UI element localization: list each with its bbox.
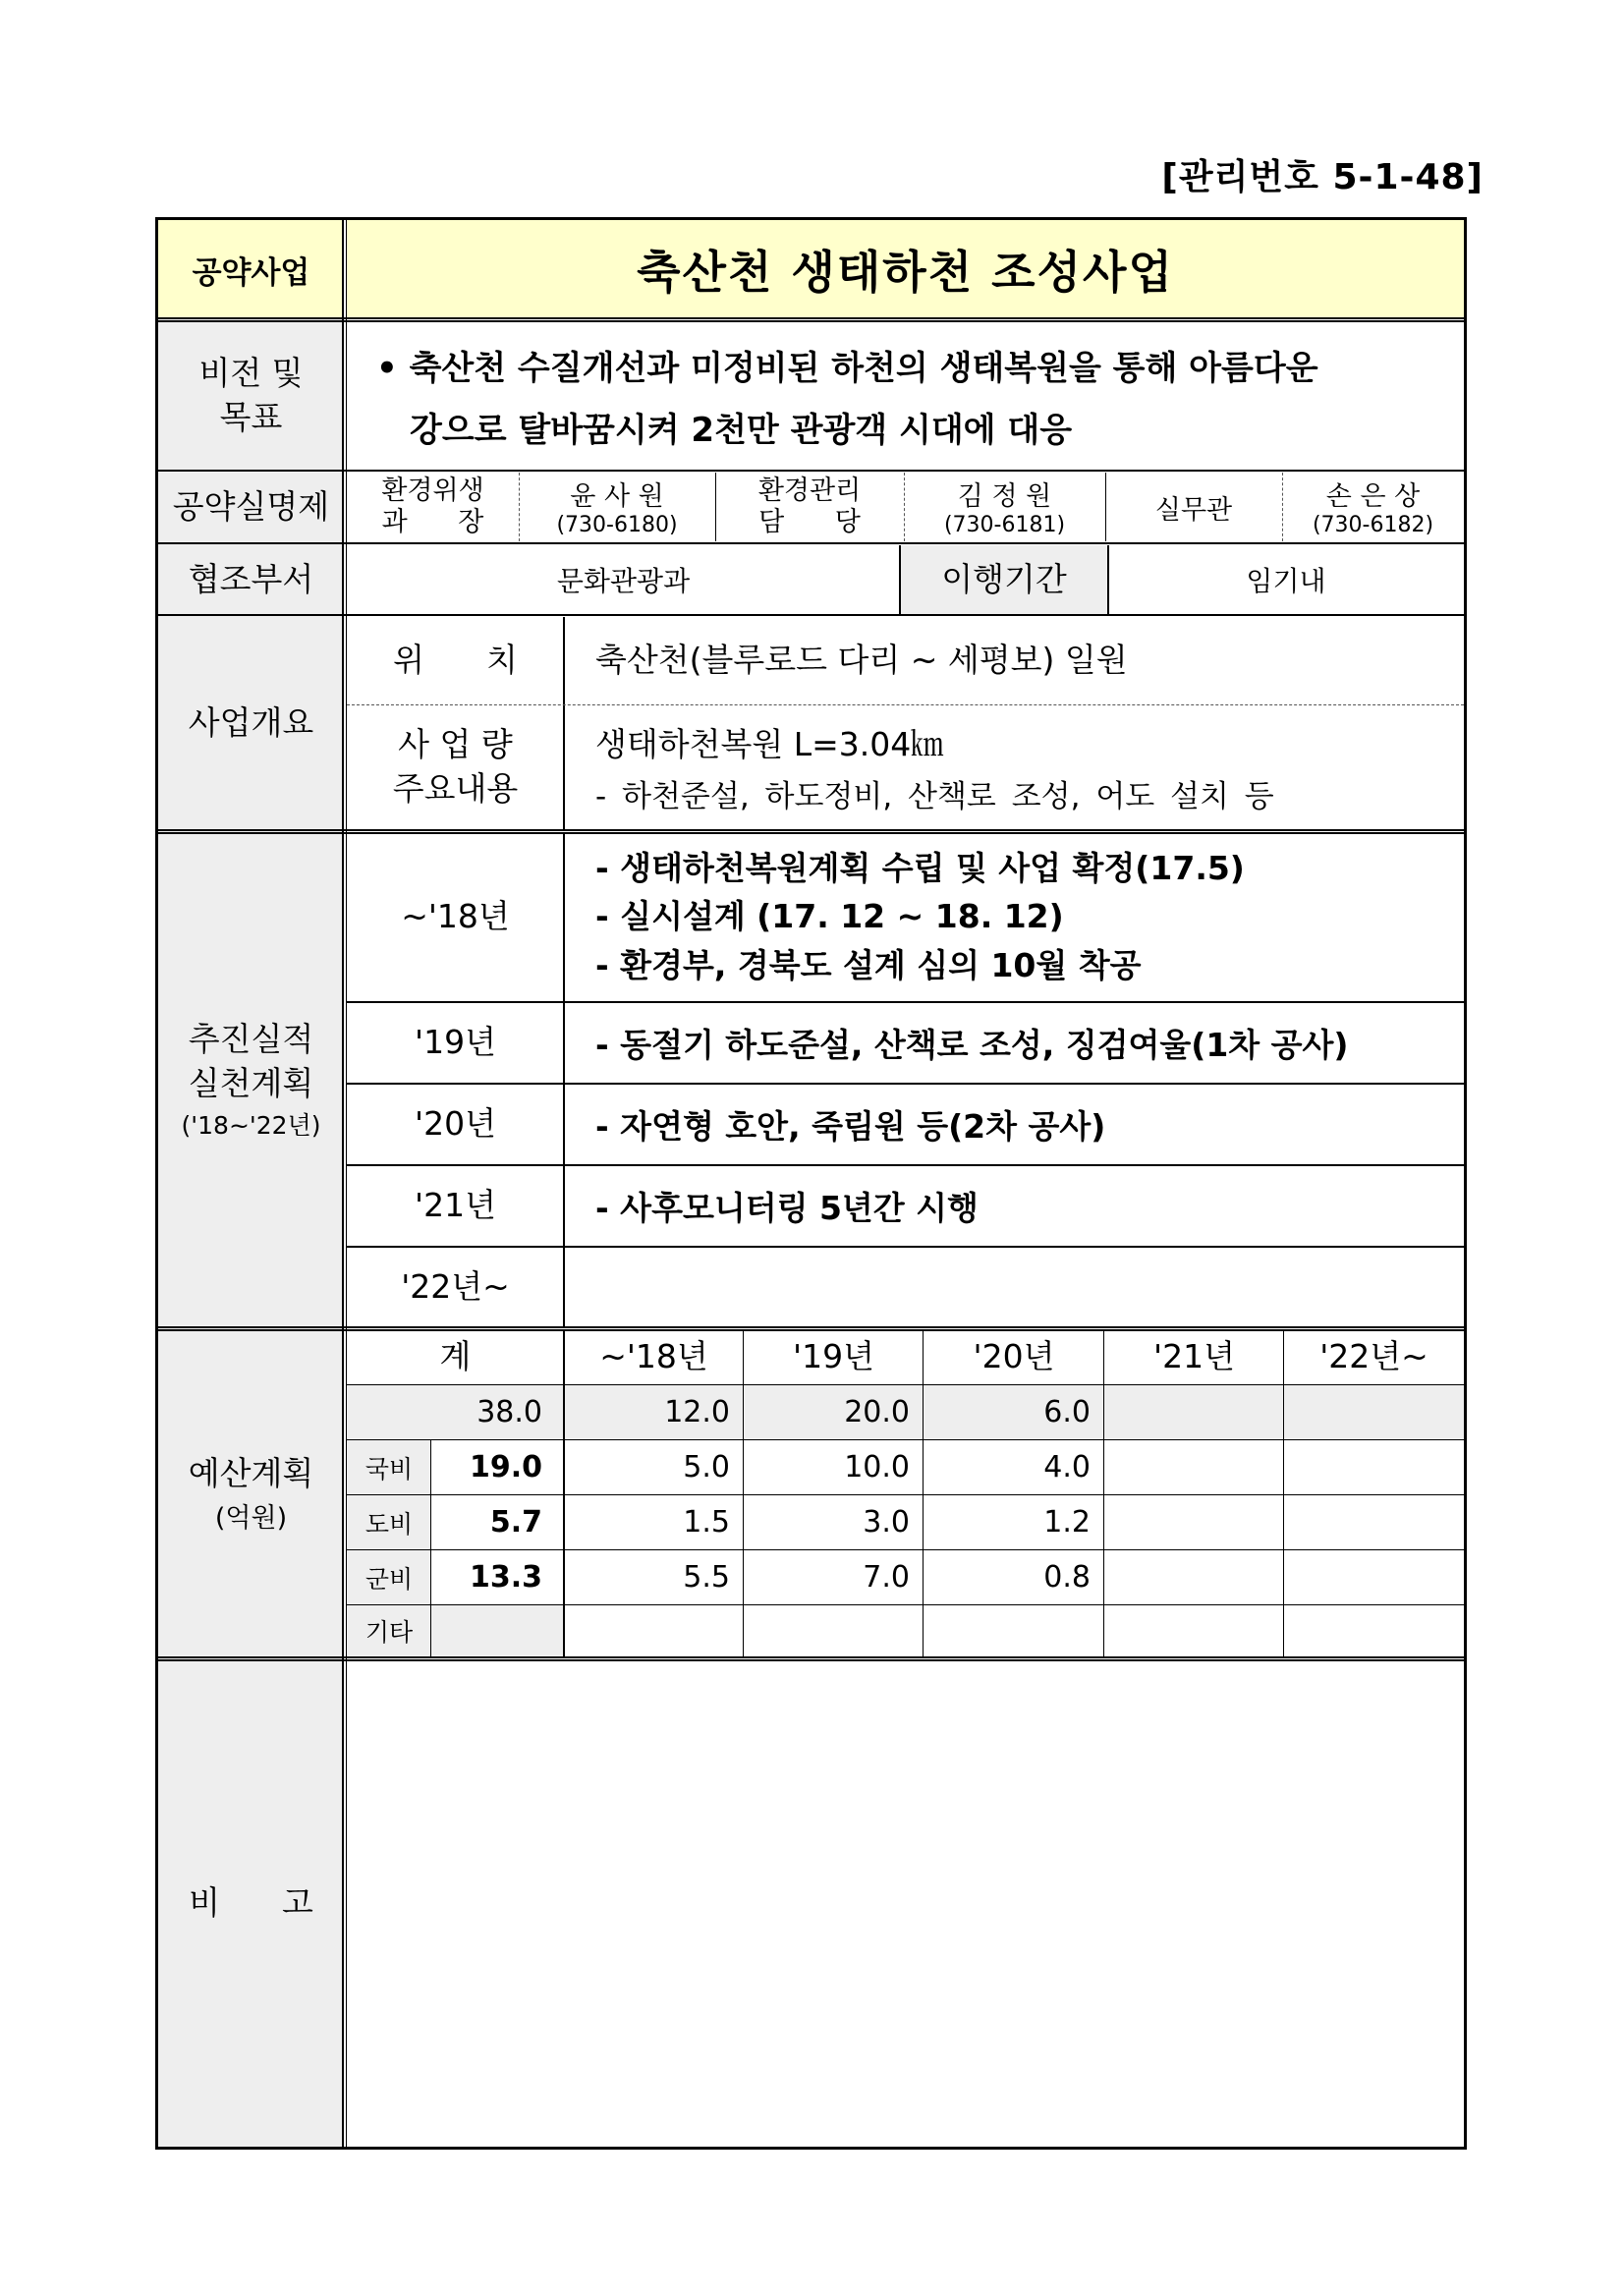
role-2: 환경관리 담 당 <box>757 475 862 537</box>
divider <box>347 1246 1464 1248</box>
budget-cell: 1.5 <box>683 1505 730 1540</box>
budget-header-2018: ~'18년 <box>599 1337 708 1376</box>
divider <box>155 1656 1467 1658</box>
progress-year-2: '19년 <box>415 1022 496 1061</box>
divider <box>347 1384 1464 1385</box>
divider <box>563 1330 565 1656</box>
budget-total-2020: 6.0 <box>924 1385 1104 1439</box>
divider <box>346 217 347 2150</box>
budget-header-total: 계 <box>439 1337 472 1376</box>
remark-label: 비 고 <box>189 1883 313 1923</box>
coop-department: 문화관광과 <box>556 565 691 597</box>
divider <box>1103 1330 1104 1656</box>
budget-header-2020: '20년 <box>973 1337 1055 1376</box>
progress-year-4: '21년 <box>415 1185 496 1224</box>
divider <box>347 1001 1464 1003</box>
person-3 <box>1282 473 1464 541</box>
divider <box>1107 545 1109 614</box>
budget-row-sum: 19.0 <box>469 1450 542 1484</box>
progress-content-4: - 사후모니터링 5년간 시행 <box>595 1188 979 1227</box>
divider <box>347 1083 1464 1085</box>
progress-1-line-1: - 생태하천복원계획 수립 및 사업 확정(17.5) <box>595 848 1245 887</box>
divider <box>1105 473 1106 541</box>
budget-label <box>158 1330 344 1656</box>
quantity-content <box>564 705 1464 829</box>
divider <box>347 1164 1464 1166</box>
budget-cell: 4.0 <box>1043 1450 1091 1484</box>
page-title: 축산천 생태하천 조성사업 <box>347 220 1464 318</box>
progress-1-line-2: - 실시설계 (17. 12 ~ 18. 12) <box>595 897 1064 936</box>
budget-total-sum: 38.0 <box>347 1385 564 1439</box>
divider <box>1282 473 1283 541</box>
divider <box>155 542 1467 544</box>
budget-total-2018: 12.0 <box>564 1385 744 1439</box>
divider <box>904 473 905 541</box>
quantity-line-1: 생태하천복원 L=3.04㎞ <box>595 725 944 763</box>
vision-label: 비전 및 목표 <box>198 354 304 436</box>
budget-row-name: 군비 <box>347 1550 431 1604</box>
quantity-label: 사 업 량 주요내용 <box>392 725 519 808</box>
person-1 <box>519 473 715 541</box>
budget-cell <box>1104 1495 1284 1549</box>
budget-cell <box>1104 1605 1284 1656</box>
divider <box>743 1330 744 1656</box>
progress-label <box>158 833 344 1326</box>
budget-row-name: 기타 <box>347 1605 431 1656</box>
budget-cell <box>1104 1550 1284 1604</box>
person-2-phone: (730-6181) <box>943 513 1066 538</box>
budget-row-sum: 13.3 <box>469 1560 542 1595</box>
divider <box>347 1494 1464 1495</box>
budget-cell: 3.0 <box>863 1505 910 1540</box>
divider <box>715 473 716 541</box>
progress-1-line-3: - 환경부, 경북도 설계 심의 10월 착공 <box>595 945 1142 984</box>
divider <box>155 317 1467 319</box>
divider <box>1283 1330 1284 1656</box>
budget-total-2022 <box>1284 1385 1464 1439</box>
budget-total-2019: 20.0 <box>744 1385 924 1439</box>
period-label: 이행기간 <box>900 545 1108 614</box>
person-2 <box>904 473 1105 541</box>
divider <box>519 473 520 541</box>
progress-label-3: ('18~'22년) <box>181 1110 321 1140</box>
budget-label-2: (억원) <box>214 1502 288 1534</box>
budget-cell <box>1284 1440 1464 1494</box>
budget-cell: 1.2 <box>1043 1505 1091 1540</box>
progress-content-2: - 동절기 하도준설, 산책로 조성, 징검여울(1차 공사) <box>595 1025 1349 1064</box>
budget-cell <box>744 1605 924 1656</box>
divider <box>347 1549 1464 1550</box>
budget-cell: 10.0 <box>844 1450 910 1484</box>
divider <box>155 320 1467 322</box>
budget-cell <box>1284 1495 1464 1549</box>
location-value: 축산천(블루로드 다리 ~ 세평보) 일원 <box>595 640 1128 679</box>
budget-cell <box>564 1605 744 1656</box>
progress-year-3: '20년 <box>415 1103 496 1143</box>
divider <box>923 1330 924 1656</box>
divider <box>155 1326 1467 1328</box>
divider <box>563 617 565 829</box>
divider <box>155 614 1467 616</box>
vision-line-2: 강으로 탈바꿈시켜 2천만 관광객 시대에 대응 <box>410 411 1073 450</box>
location-label: 위 치 <box>393 640 518 679</box>
progress-content-3: - 자연형 호안, 죽림원 등(2차 공사) <box>595 1106 1106 1146</box>
budget-label-1: 예산계획 <box>188 1454 314 1493</box>
vision-line-1: • 축산천 수질개선과 미정비된 하천의 생태복원을 통해 아름다운 <box>376 349 1318 388</box>
progress-year-1: ~'18년 <box>401 896 510 935</box>
role-1: 환경위생 과 장 <box>381 475 484 537</box>
divider <box>342 217 344 2150</box>
budget-row-sum <box>431 1605 564 1656</box>
coop-label: 협조부서 <box>188 559 314 598</box>
divider <box>899 545 901 614</box>
period-value: 임기내 <box>1246 565 1326 597</box>
divider <box>430 1440 431 1656</box>
budget-header-2021: '21년 <box>1153 1337 1235 1376</box>
budget-row-name: 도비 <box>347 1495 431 1549</box>
progress-year-5: '22년~ <box>401 1266 510 1306</box>
budget-header-2022: '22년~ <box>1319 1337 1428 1376</box>
divider <box>563 833 565 1326</box>
vision-content <box>347 322 1464 470</box>
divider <box>155 470 1467 472</box>
divider <box>155 832 1467 834</box>
person-3-phone: (730-6182) <box>1312 513 1434 538</box>
management-number: [관리번호 5-1-48] <box>1161 157 1484 197</box>
person-3-name: 손 은 상 <box>1325 481 1421 513</box>
budget-total-2021 <box>1104 1385 1284 1439</box>
divider <box>155 1659 1467 1661</box>
budget-cell: 5.5 <box>683 1560 730 1595</box>
names-label: 공약실명제 <box>172 486 330 526</box>
budget-cell: 0.8 <box>1043 1560 1091 1595</box>
budget-row-name: 국비 <box>347 1440 431 1494</box>
budget-cell <box>1284 1550 1464 1604</box>
divider <box>347 704 1464 705</box>
remark-content <box>347 1660 1464 2147</box>
person-2-name: 김 정 원 <box>957 481 1052 513</box>
progress-label-1: 추진실적 <box>188 1020 314 1059</box>
progress-content-5 <box>564 1248 1464 1326</box>
budget-header-2019: '19년 <box>793 1337 874 1376</box>
budget-cell <box>924 1605 1104 1656</box>
budget-cell <box>1104 1440 1284 1494</box>
progress-content-1 <box>564 833 1464 1000</box>
progress-label-2: 실천계획 <box>188 1064 314 1102</box>
divider <box>155 1329 1467 1331</box>
title-label: 공약사업 <box>158 220 344 318</box>
divider <box>155 829 1467 831</box>
budget-cell: 7.0 <box>863 1560 910 1595</box>
person-1-phone: (730-6180) <box>556 513 678 538</box>
budget-row-sum: 5.7 <box>489 1505 542 1540</box>
overview-label: 사업개요 <box>188 702 314 742</box>
budget-cell: 5.0 <box>683 1450 730 1484</box>
role-3: 실무관 <box>1154 494 1233 526</box>
quantity-line-2: - 하천준설, 하도정비, 산책로 조성, 어도 설치 등 <box>595 779 1274 814</box>
divider <box>347 1439 1464 1440</box>
divider <box>347 1604 1464 1605</box>
budget-cell <box>1284 1605 1464 1656</box>
person-1-name: 윤 사 원 <box>570 481 664 513</box>
